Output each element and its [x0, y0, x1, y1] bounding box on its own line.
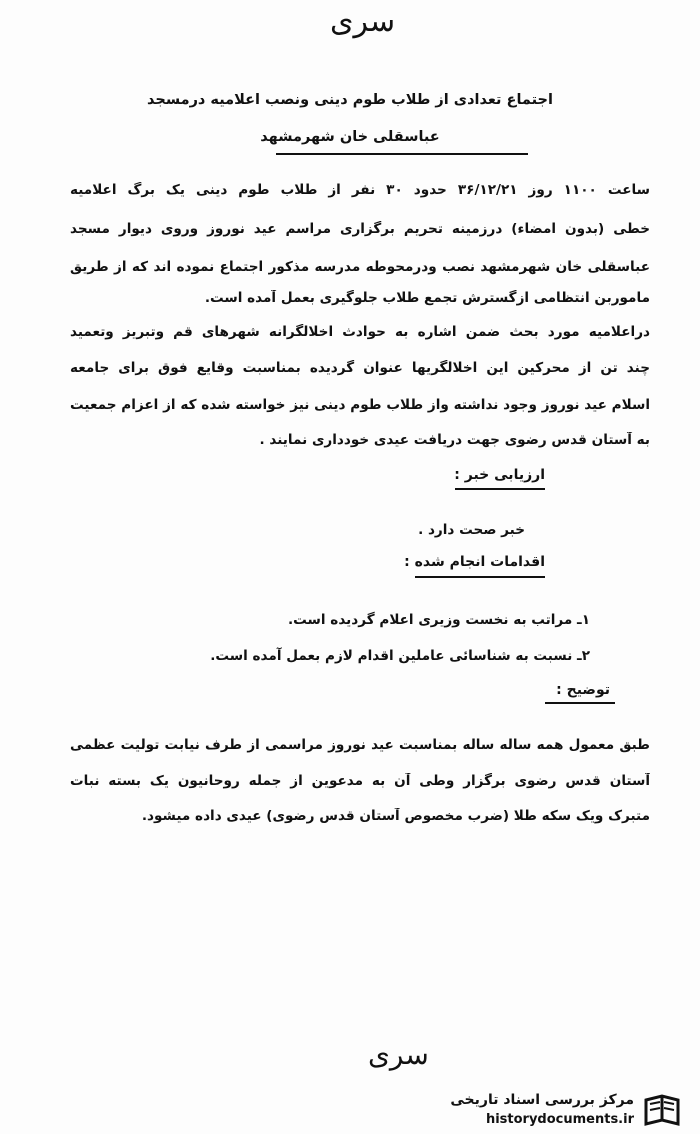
heading-underline: [415, 576, 545, 578]
explanation-line: آستان قدس رضوی برگزار وطی آن به مدعوین از جمله روحانیون یک بسته نبات: [70, 773, 650, 789]
watermark-logo: [418, 1090, 688, 1134]
document-title-line-1: اجتماع تعدادی از طلاب طوم دینی ونصب اعلامیه درمسجد: [147, 92, 553, 108]
watermark-url: historydocuments.ir: [485, 1112, 634, 1127]
explanation-heading: توضیح :: [556, 682, 610, 698]
assessment-heading: ارزیابی خبر :: [454, 467, 545, 483]
actions-heading: اقدامات انجام شده :: [404, 554, 545, 570]
heading-underline: [455, 488, 545, 490]
body-line: به آستان قدس رضوی جهت دریافت عیدی خودداری نمایند .: [259, 432, 650, 448]
action-item-2: ۲ـ نسبت به شناسائی عاملین اقدام لازم بعمل آمده است.: [210, 648, 590, 664]
document-title-line-2: عباسقلی خان شهرمشهد: [260, 129, 440, 145]
assessment-text: خبر صحت دارد .: [418, 522, 525, 538]
action-item-1: ۱ـ مراتب به نخست وزیری اعلام گردیده است.: [287, 612, 590, 628]
heading-underline: [545, 702, 615, 704]
body-line: عباسقلی خان شهرمشهد نصب ودرمحوطه مدرسه مذکور اجتماع نموده اند که از طریق: [70, 259, 650, 275]
body-line: خطی (بدون امضاء) درزمینه تحریم برگزاری مراسم عید نوروز وروی دیوار مسجد: [70, 221, 650, 237]
watermark-org-name: مرکز بررسی اسناد تاریخی: [450, 1092, 634, 1108]
body-line: دراعلامیه مورد بحث ضمن اشاره به حوادث اخلالگرانه شهرهای قم وتبریز وتعمید: [70, 324, 650, 340]
classification-mark-top: سری: [330, 4, 396, 39]
explanation-line: طبق معمول همه ساله ساله بمناسبت عید نوروز مراسمی از طرف نیابت تولیت عظمی: [70, 737, 650, 753]
book-icon: [642, 1092, 682, 1130]
classification-mark-bottom: سری: [368, 1038, 429, 1071]
body-line: ساعت ۱۱۰۰ روز ۳۶/۱۲/۲۱ حدود ۳۰ نفر از طلاب طوم دینی یک برگ اعلامیه: [70, 182, 650, 198]
body-line: چند تن از محرکین این اخلالگریها عنوان گردیده بمناسبت وقایع فوق برای جامعه: [70, 360, 650, 376]
body-line: ماموربن انتظامی ازگسترش تجمع طلاب جلوگیری بعمل آمده است.: [204, 290, 650, 306]
explanation-line: متبرک ویک سکه طلا (ضرب مخصوص آستان قدس رضوی) عیدی داده میشود.: [141, 808, 650, 824]
title-underline: [276, 153, 528, 155]
body-line: اسلام عید نوروز وجود نداشته واز طلاب طوم دینی نیز خواسته شده که از اعزام جمعیت: [70, 397, 650, 413]
